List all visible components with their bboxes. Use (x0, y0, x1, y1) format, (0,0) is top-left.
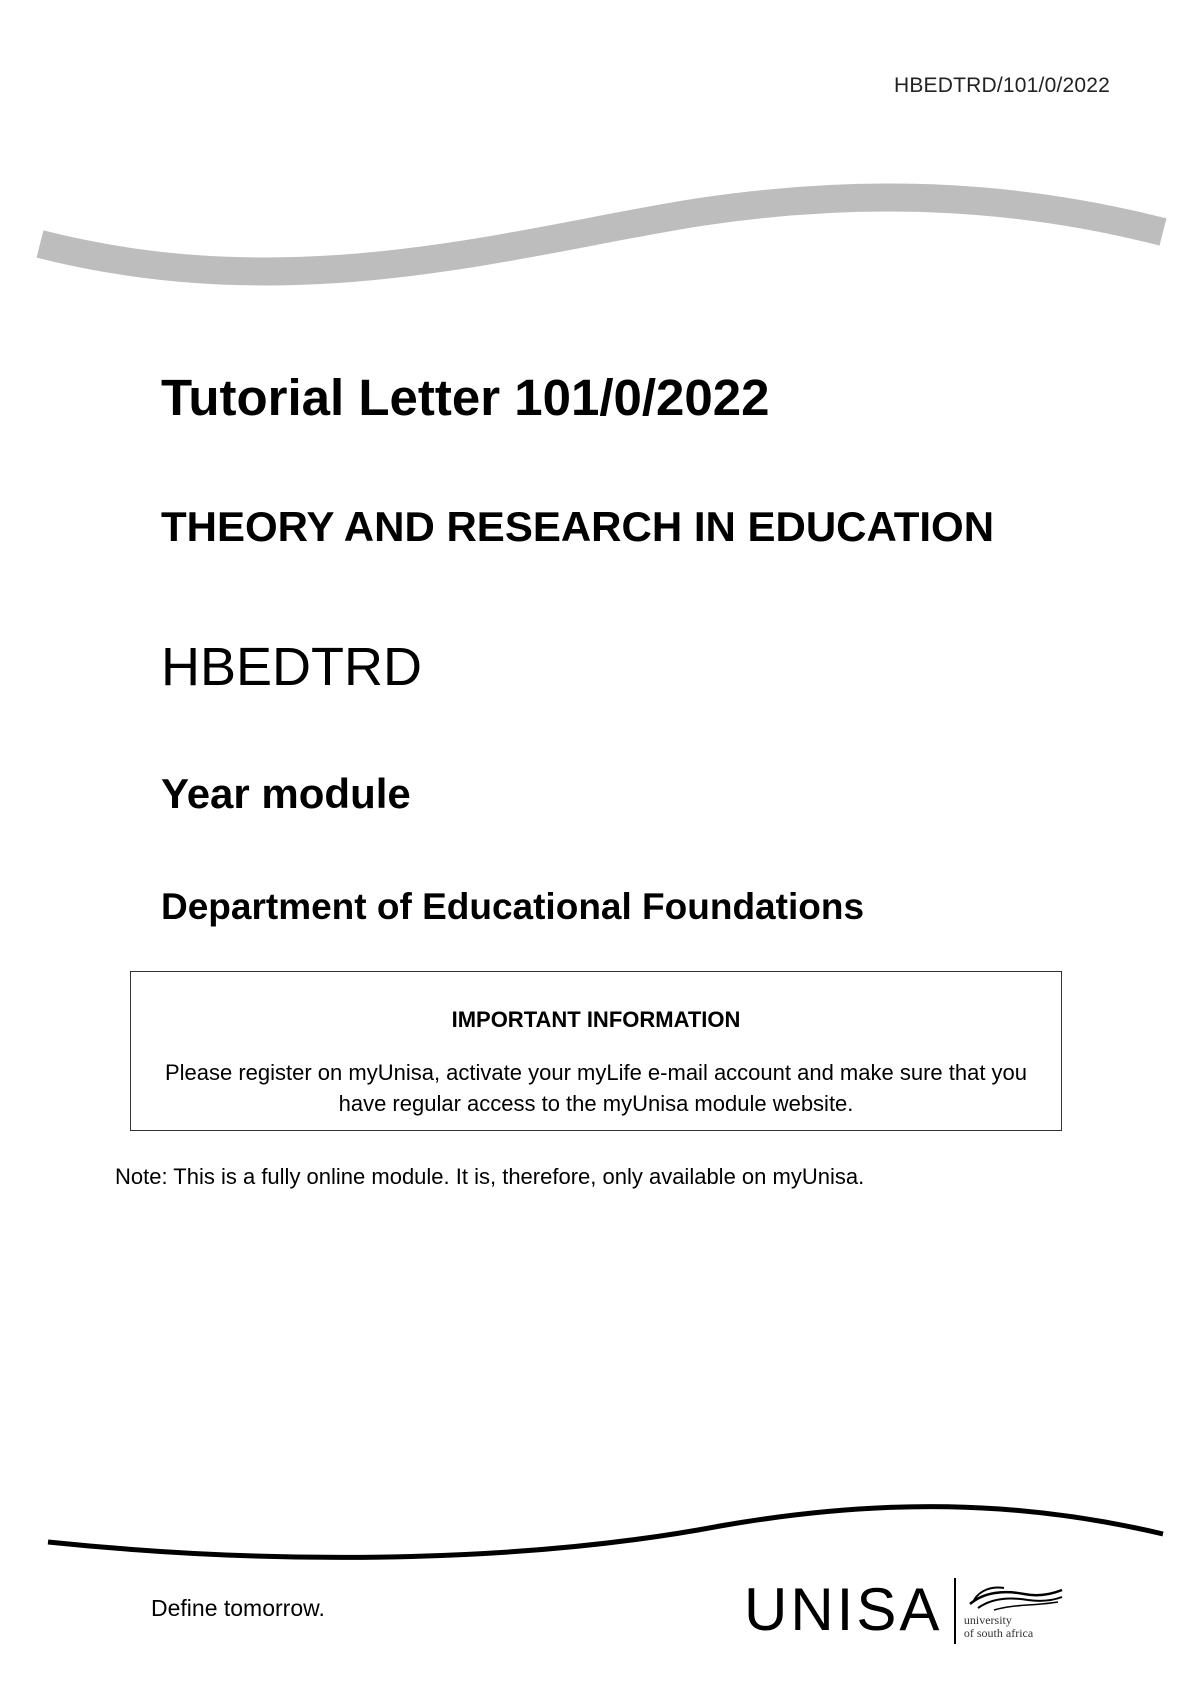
unisa-logo (744, 1578, 1064, 1648)
top-wave-decoration (0, 180, 1200, 300)
important-info-heading: IMPORTANT INFORMATION (451, 1007, 741, 1032)
module-code: HBEDTRD (161, 637, 423, 697)
module-subject: THEORY AND RESEARCH IN EDUCATION (161, 503, 995, 550)
logo-wordmark: UNISA (744, 1576, 943, 1643)
logo-subtitle-line-2: of south africa (963, 1626, 1034, 1640)
important-info-text: Please register on myUnisa, activate your myLife e-mail account and make sure that you have regular access to the myUnisa module website. (164, 1060, 1028, 1116)
logo-subtitle-line-1: university (963, 1613, 1012, 1627)
module-period: Year module (161, 770, 411, 817)
department-name: Department of Educational Foundations (161, 886, 865, 927)
important-info-box (130, 971, 1062, 1131)
unisa-wave-mark-icon (964, 1582, 1064, 1614)
online-module-note: Note: This is a fully online module. It is, therefore, only available on myUnisa. (115, 1164, 865, 1189)
document-reference: HBEDTRD/101/0/2022 (893, 74, 1110, 97)
page-title: Tutorial Letter 101/0/2022 (161, 369, 770, 426)
bottom-wave-decoration (0, 1490, 1200, 1570)
tagline: Define tomorrow. (151, 1595, 325, 1621)
logo-divider (954, 1578, 956, 1644)
